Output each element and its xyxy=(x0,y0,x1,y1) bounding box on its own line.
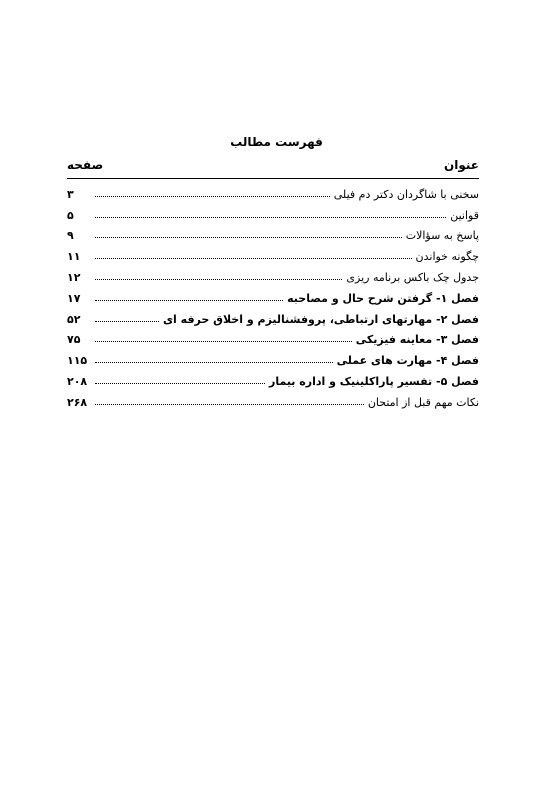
toc-entry-page: ۵ xyxy=(67,208,74,222)
toc-entry[interactable] xyxy=(67,242,479,263)
toc-entry-title: فصل ۴- مهارت های عملی xyxy=(336,354,479,368)
toc-entry[interactable] xyxy=(67,326,479,347)
dot-leader xyxy=(95,236,402,238)
toc-entry-page: ۱۷ xyxy=(67,291,81,305)
toc-entry[interactable] xyxy=(67,180,479,201)
toc-entry[interactable] xyxy=(67,346,479,367)
toc-entry[interactable] xyxy=(67,284,479,305)
toc-entry[interactable] xyxy=(67,367,479,388)
toc-entry-title: پاسخ به سؤالات xyxy=(405,229,479,243)
dot-leader xyxy=(95,195,330,197)
toc-header-page: صفحه xyxy=(67,158,104,172)
toc-entry-title: چگونه خواندن xyxy=(415,250,479,264)
toc-entry[interactable] xyxy=(67,388,479,409)
toc-entry-page: ۱۱ xyxy=(67,250,81,264)
toc-entry-title: جدول چک باکس برنامه ریزی xyxy=(346,270,479,284)
toc-entry[interactable] xyxy=(67,201,479,222)
dot-leader xyxy=(95,216,446,218)
toc-entry[interactable] xyxy=(67,222,479,243)
toc-entry-title: قوانین xyxy=(450,208,479,222)
toc-entry-title: فصل ۵- تفسیر پاراکلینیک و اداره بیمار xyxy=(268,374,479,388)
toc-entry-page: ۱۲ xyxy=(67,270,81,284)
toc-entry-title: سخنی با شاگردان دکتر دم فیلی xyxy=(333,187,479,201)
toc-entry-title: فصل ۱- گرفتن شرح حال و مصاحبه xyxy=(287,291,479,305)
toc-entry-page: ۹ xyxy=(67,229,74,243)
dot-leader xyxy=(95,340,352,342)
toc-entry-page: ۳ xyxy=(67,187,74,201)
dot-leader xyxy=(95,257,412,259)
toc-header xyxy=(67,158,479,179)
dot-leader xyxy=(95,403,364,405)
toc-entry-title: فصل ۲- مهارتهای ارتباطی، پروفشنالیزم و اخلاق حرفه ای xyxy=(162,312,479,326)
dot-leader xyxy=(95,382,265,384)
toc-entry-page: ۱۱۵ xyxy=(67,354,88,368)
toc-header-title: عنوان xyxy=(444,158,479,172)
toc-entry-title: نکات مهم قبل از امتحان xyxy=(367,395,479,409)
toc-entry[interactable] xyxy=(67,305,479,326)
toc-entry-page: ۷۵ xyxy=(67,333,81,347)
toc-title: فهرست مطالب xyxy=(230,135,323,149)
dot-leader xyxy=(95,361,333,363)
toc-entry[interactable] xyxy=(67,263,479,284)
dot-leader xyxy=(95,299,283,301)
toc-entry-page: ۲۰۸ xyxy=(67,374,88,388)
dot-leader xyxy=(95,278,342,280)
dot-leader xyxy=(95,320,159,322)
toc-entry-title: فصل ۳- معاینه فیزیکی xyxy=(355,333,479,347)
toc-list xyxy=(67,180,479,409)
toc-entry-page: ۵۲ xyxy=(67,312,81,326)
toc-entry-page: ۲۶۸ xyxy=(67,395,88,409)
